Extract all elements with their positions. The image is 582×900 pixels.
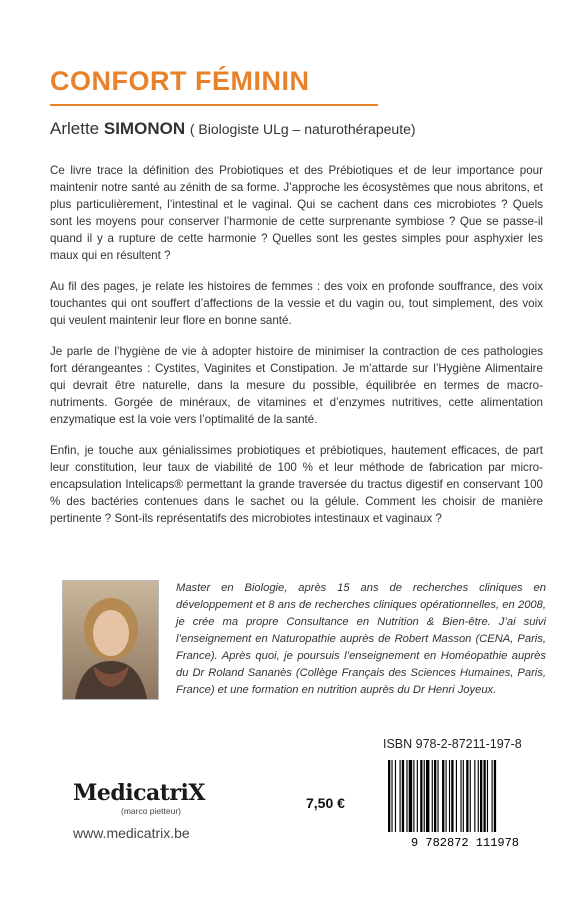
barcode-bar — [426, 760, 429, 832]
barcode-bar — [466, 760, 468, 832]
barcode-digits: 9 782872 111978 — [410, 836, 520, 850]
barcode-bar — [449, 760, 450, 832]
barcode-bar — [474, 760, 475, 832]
barcode-bar — [420, 760, 422, 832]
barcode-bar — [395, 760, 396, 832]
barcode-bar — [424, 760, 425, 832]
barcode-bar — [460, 760, 461, 832]
barcode-bar — [417, 760, 418, 832]
author-first-name: Arlette — [50, 119, 100, 138]
title-underline — [50, 104, 378, 106]
book-title: CONFORT FÉMININ — [50, 66, 310, 96]
publisher-name: MedicatriX — [73, 780, 205, 806]
barcode-bar — [487, 760, 488, 832]
paragraph: Au fil des pages, je relate les histoires de femmes : des voix en profonde souffrance, des voix touchantes qui ont souffert d’affections de la vessie et du vagin ou, tout simplement, des voix qui veulent maintenir leur flore en bonne santé. — [50, 280, 543, 327]
barcode-bar — [494, 760, 496, 832]
barcode-bar — [492, 760, 493, 832]
price: 7,50 € — [306, 795, 345, 811]
paragraph: Je parle de l’hygiène de vie à adopter histoire de minimiser la contraction de ces pathologies fort dérangeantes : Cystites, Vaginites et Constipation. Je m’attarde sur l’Hygiène Alimentaire qui devrait être naturelle, dans la mesure du possible, équilibrée en termes de macro-nutriments. Gorgée de minéraux, de vitamines et d’enzymes nutritives, cette alimentation enzymatique est la voie vers l’optimalité de la santé. — [50, 345, 543, 426]
publisher-url[interactable]: www.medicatrix.be — [73, 825, 190, 841]
author-last-name: SIMONON — [103, 119, 186, 138]
barcode — [380, 756, 550, 850]
barcode-bar — [413, 760, 414, 832]
barcode-bar — [483, 760, 485, 832]
author-line — [50, 119, 416, 139]
barcode-bar — [478, 760, 479, 832]
author-role: ( Biologiste ULg – naturothérapeute) — [189, 121, 416, 137]
barcode-bar — [480, 760, 482, 832]
barcode-bar — [400, 760, 401, 832]
isbn: ISBN 978-2-87211-197-8 — [383, 737, 522, 751]
barcode-bar — [442, 760, 444, 832]
description-text — [50, 162, 543, 541]
paragraph: Ce livre trace la définition des Probiotiques et des Prébiotiques et de leur importance pour maintenir notre santé au zénith de sa forme. J’approche les écosystèmes que nous abritons, et plus particulièrement, l’intestinal et le vaginal. Qui se cachent dans ces microbiotes ? Quels sont les moyens pour conserver l’harmonie de cette surprenante symbiose ? Que se passe-il quand il y a rupture de cette harmonie ? Quelles sont les gestes simples pour asphyxier les maux qui en résultent ? — [50, 164, 543, 262]
barcode-bar — [463, 760, 464, 832]
barcode-bar — [437, 760, 438, 832]
paragraph: Enfin, je touche aux génialissimes probiotiques et prébiotiques, hautement efficaces, de part leur constitution, leur taux de viabilité de 100 % et leur méthode de fabrication par micro-encapsulation Intelicaps® permettant la grande traversée du tractus digestif en conservant 100 % des bactéries contenues dans le sachet ou la gélule. Comment les choisir de manière pertinente ? Sont-ils représentatifs des microbiotes intestinaux et vaginaux ? — [50, 444, 543, 525]
barcode-bar — [446, 760, 447, 832]
author-photo — [62, 580, 159, 700]
publisher-logo — [73, 780, 205, 816]
author-bio: Master en Biologie, après 15 ans de recherches cliniques en développement et 8 ans de recherches cliniques opérationnelles, en 2008, je crée ma propre Consultance en Nutrition & Bien-être. J’ai suivi l’enseignement en Naturopathie auprès de Robert Masson (CENA, Paris, France). Après quoi, je poursuis l’enseignement en Homéopathie auprès du Dr Roland Sananès (Collège Français des Sciences Humaines, Paris, France) et une formation en nutrition auprès du Dr Henri Joyeux. — [176, 582, 546, 696]
barcode-bar — [432, 760, 433, 832]
publisher-subtitle: (marco pietteur) — [121, 806, 181, 816]
barcode-bar — [434, 760, 436, 832]
barcode-bar — [402, 760, 404, 832]
barcode-bar — [406, 760, 407, 832]
barcode-bar — [409, 760, 412, 832]
barcode-bar — [470, 760, 471, 832]
barcode-bar — [388, 760, 390, 832]
barcode-bar — [451, 760, 453, 832]
barcode-bar — [391, 760, 392, 832]
barcode-bar — [456, 760, 457, 832]
